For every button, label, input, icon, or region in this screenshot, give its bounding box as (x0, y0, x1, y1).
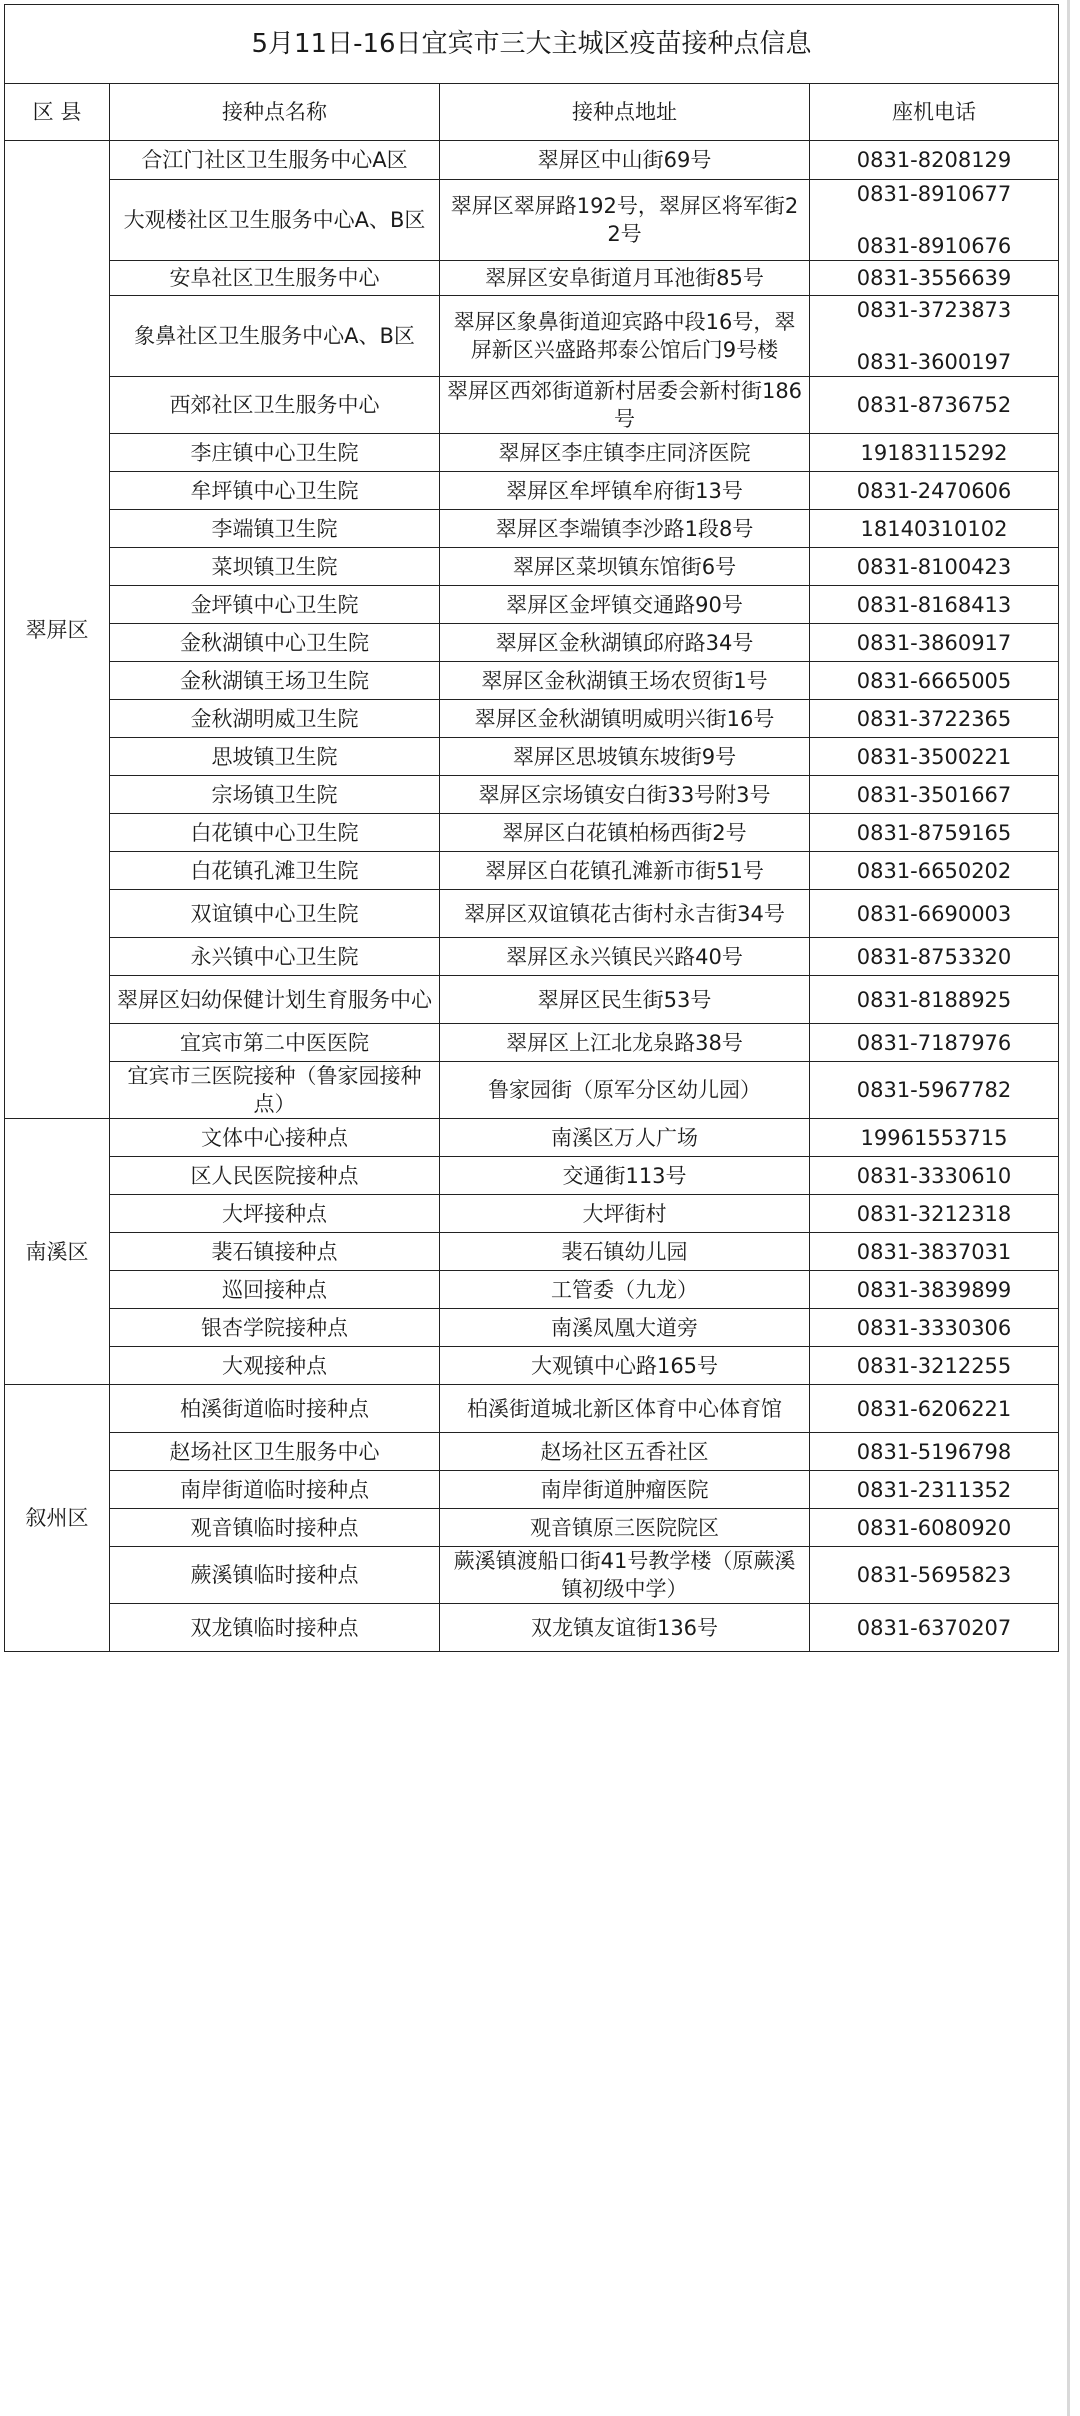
table-row (5, 1385, 1059, 1433)
table-row (5, 180, 1059, 261)
vaccination-table (4, 4, 1059, 1652)
phone-cell (810, 510, 1059, 548)
phone-cell (810, 261, 1059, 296)
phone-cell (810, 1547, 1059, 1604)
phone-number: 0831-5695823 (856, 1563, 1012, 1587)
phone-cell (810, 776, 1059, 814)
phone-cell (810, 472, 1059, 510)
site-address-cell: 翠屏区牟坪镇牟府街13号 (440, 472, 810, 510)
header-site-address: 接种点地址 (440, 84, 810, 141)
table-row (5, 890, 1059, 938)
site-address-cell: 交通街113号 (440, 1157, 810, 1195)
phone-number: 0831-6370207 (856, 1615, 1012, 1640)
site-address-cell: 翠屏区安阜街道月耳池街85号 (440, 261, 810, 296)
phone-gap (816, 208, 1052, 232)
phone-number: 0831-3837031 (856, 1239, 1012, 1264)
phone-cell (810, 1195, 1059, 1233)
phone-cell (810, 662, 1059, 700)
site-name-cell: 宜宾市三医院接种（鲁家园接种点） (110, 1062, 440, 1119)
table-row (5, 586, 1059, 624)
site-name-cell: 白花镇孔滩卫生院 (110, 852, 440, 890)
table-row (5, 700, 1059, 738)
site-name-cell: 南岸街道临时接种点 (110, 1471, 440, 1509)
site-address-cell: 翠屏区上江北龙泉路38号 (440, 1024, 810, 1062)
site-name-cell: 宜宾市第二中医医院 (110, 1024, 440, 1062)
phone-cell (810, 1309, 1059, 1347)
site-address-cell: 大坪街村 (440, 1195, 810, 1233)
site-address-cell: 翠屏区金坪镇交通路90号 (440, 586, 810, 624)
table-row (5, 377, 1059, 434)
phone-number: 0831-6665005 (856, 668, 1012, 693)
site-address-cell: 翠屏区金秋湖镇王场农贸街1号 (440, 662, 810, 700)
header-phone: 座机电话 (810, 84, 1059, 141)
site-address-cell: 赵场社区五香社区 (440, 1433, 810, 1471)
site-address-cell: 翠屏区金秋湖镇明威明兴街16号 (440, 700, 810, 738)
phone-cell (810, 377, 1059, 434)
phone-cell (810, 1471, 1059, 1509)
table-row (5, 472, 1059, 510)
phone-cell (810, 548, 1059, 586)
site-name-cell: 双龙镇临时接种点 (110, 1604, 440, 1652)
site-name-cell: 大观接种点 (110, 1347, 440, 1385)
phone-number: 0831-3212255 (856, 1353, 1012, 1378)
phone-number: 0831-3600197 (856, 350, 1012, 374)
site-name-cell: 观音镇临时接种点 (110, 1509, 440, 1547)
phone-cell (810, 700, 1059, 738)
site-name-cell: 西郊社区卫生服务中心 (110, 377, 440, 434)
site-name-cell: 巡回接种点 (110, 1271, 440, 1309)
site-address-cell: 柏溪街道城北新区体育中心体育馆 (440, 1385, 810, 1433)
site-address-cell: 翠屏区民生街53号 (440, 976, 810, 1024)
phone-cell (810, 738, 1059, 776)
district-cell: 叙州区 (5, 1385, 110, 1652)
site-address-cell: 翠屏区西郊街道新村居委会新村街186号 (440, 377, 810, 434)
site-name-cell: 菜坝镇卫生院 (110, 548, 440, 586)
site-name-cell: 金秋湖镇王场卫生院 (110, 662, 440, 700)
site-address-cell: 工管委（九龙） (440, 1271, 810, 1309)
site-name-cell: 银杏学院接种点 (110, 1309, 440, 1347)
site-name-cell: 大坪接种点 (110, 1195, 440, 1233)
table-row (5, 1062, 1059, 1119)
header-site-name: 接种点名称 (110, 84, 440, 141)
site-address-cell: 观音镇原三医院院区 (440, 1509, 810, 1547)
phone-number: 0831-6650202 (856, 858, 1012, 883)
site-address-cell: 翠屏区中山街69号 (440, 141, 810, 180)
phone-number: 0831-3556639 (856, 266, 1012, 290)
table-row (5, 1509, 1059, 1547)
district-cell: 南溪区 (5, 1119, 110, 1385)
phone-cell (810, 624, 1059, 662)
phone-cell (810, 1385, 1059, 1433)
site-address-cell: 蕨溪镇渡船口街41号教学楼（原蕨溪镇初级中学） (440, 1547, 810, 1604)
phone-number: 0831-8759165 (856, 820, 1012, 845)
district-cell: 翠屏区 (5, 141, 110, 1119)
site-name-cell: 白花镇中心卫生院 (110, 814, 440, 852)
site-address-cell: 翠屏区双谊镇花古街村永吉街34号 (440, 890, 810, 938)
phone-cell (810, 1347, 1059, 1385)
table-row (5, 434, 1059, 472)
phone-number: 0831-8188925 (856, 987, 1012, 1012)
table-row (5, 976, 1059, 1024)
site-address-cell: 裴石镇幼儿园 (440, 1233, 810, 1271)
site-name-cell: 李庄镇中心卫生院 (110, 434, 440, 472)
site-name-cell: 翠屏区妇幼保健计划生育服务中心 (110, 976, 440, 1024)
site-name-cell: 蕨溪镇临时接种点 (110, 1547, 440, 1604)
site-address-cell: 南岸街道肿瘤医院 (440, 1471, 810, 1509)
phone-cell (810, 1271, 1059, 1309)
phone-number: 0831-7187976 (856, 1030, 1012, 1055)
site-address-cell: 翠屏区李端镇李沙路1段8号 (440, 510, 810, 548)
table-row (5, 1233, 1059, 1271)
table-row (5, 662, 1059, 700)
phone-cell (810, 1024, 1059, 1062)
phone-cell (810, 434, 1059, 472)
phone-cell (810, 296, 1059, 377)
site-name-cell: 金秋湖镇中心卫生院 (110, 624, 440, 662)
phone-number: 19961553715 (860, 1125, 1008, 1150)
phone-number: 0831-6080920 (856, 1515, 1012, 1540)
phone-number: 0831-3330610 (856, 1163, 1012, 1188)
phone-number: 0831-2470606 (856, 478, 1012, 503)
site-address-cell: 南溪凤凰大道旁 (440, 1309, 810, 1347)
page-edge-line (1067, 0, 1070, 2416)
site-address-cell: 翠屏区金秋湖镇邱府路34号 (440, 624, 810, 662)
phone-number: 0831-8753320 (856, 944, 1012, 969)
phone-cell (810, 1119, 1059, 1157)
site-address-cell: 翠屏区白花镇孔滩新市街51号 (440, 852, 810, 890)
site-name-cell: 赵场社区卫生服务中心 (110, 1433, 440, 1471)
phone-number: 0831-8910676 (856, 234, 1012, 258)
phone-number: 19183115292 (860, 440, 1008, 465)
table-row (5, 1347, 1059, 1385)
table-row (5, 510, 1059, 548)
phone-cell (810, 180, 1059, 261)
table-row (5, 141, 1059, 180)
phone-number: 0831-3839899 (856, 1277, 1012, 1302)
site-address-cell: 双龙镇友谊街136号 (440, 1604, 810, 1652)
phone-number: 0831-8736752 (856, 393, 1012, 417)
site-name-cell: 文体中心接种点 (110, 1119, 440, 1157)
phone-number: 0831-8168413 (856, 592, 1012, 617)
phone-cell (810, 1433, 1059, 1471)
phone-number: 0831-8208129 (856, 148, 1012, 172)
phone-cell (810, 890, 1059, 938)
site-name-cell: 永兴镇中心卫生院 (110, 938, 440, 976)
phone-cell (810, 1604, 1059, 1652)
table-row (5, 1271, 1059, 1309)
site-address-cell: 南溪区万人广场 (440, 1119, 810, 1157)
phone-cell (810, 1509, 1059, 1547)
table-row (5, 814, 1059, 852)
header-district: 区 县 (5, 84, 110, 141)
site-name-cell: 金秋湖明威卫生院 (110, 700, 440, 738)
site-address-cell: 大观镇中心路165号 (440, 1347, 810, 1385)
site-name-cell: 李端镇卫生院 (110, 510, 440, 548)
table-row (5, 1604, 1059, 1652)
site-address-cell: 翠屏区白花镇柏杨西街2号 (440, 814, 810, 852)
phone-number: 0831-5196798 (856, 1439, 1012, 1464)
table-row (5, 548, 1059, 586)
phone-number: 0831-8100423 (856, 554, 1012, 579)
table-row (5, 261, 1059, 296)
site-address-cell: 鲁家园街（原军分区幼儿园） (440, 1062, 810, 1119)
table-row (5, 1195, 1059, 1233)
site-address-cell: 翠屏区思坡镇东坡街9号 (440, 738, 810, 776)
site-name-cell: 思坡镇卫生院 (110, 738, 440, 776)
site-address-cell: 翠屏区象鼻街道迎宾路中段16号，翠屏新区兴盛路邦泰公馆后门9号楼 (440, 296, 810, 377)
site-address-cell: 翠屏区永兴镇民兴路40号 (440, 938, 810, 976)
phone-cell (810, 852, 1059, 890)
phone-cell (810, 938, 1059, 976)
site-name-cell: 象鼻社区卫生服务中心A、B区 (110, 296, 440, 377)
phone-cell (810, 976, 1059, 1024)
phone-cell (810, 1157, 1059, 1195)
phone-number: 0831-3500221 (856, 744, 1012, 769)
table-title: 5月11日-16日宜宾市三大主城区疫苗接种点信息 (5, 5, 1059, 84)
phone-number: 0831-5967782 (856, 1078, 1012, 1102)
phone-cell (810, 814, 1059, 852)
phone-number: 0831-3860917 (856, 630, 1012, 655)
phone-number: 0831-6690003 (856, 901, 1012, 926)
phone-number: 0831-3330306 (856, 1315, 1012, 1340)
site-name-cell: 牟坪镇中心卫生院 (110, 472, 440, 510)
table-row (5, 852, 1059, 890)
site-address-cell: 翠屏区宗场镇安白街33号附3号 (440, 776, 810, 814)
table-row (5, 776, 1059, 814)
phone-number: 0831-3723873 (856, 298, 1012, 322)
site-address-cell: 翠屏区菜坝镇东馆街6号 (440, 548, 810, 586)
vaccination-sites-sheet (4, 4, 1058, 2389)
phone-number: 0831-3501667 (856, 782, 1012, 807)
phone-gap (816, 324, 1052, 348)
table-row (5, 1471, 1059, 1509)
site-name-cell: 大观楼社区卫生服务中心A、B区 (110, 180, 440, 261)
site-name-cell: 裴石镇接种点 (110, 1233, 440, 1271)
phone-number: 0831-8910677 (856, 182, 1012, 206)
table-row (5, 738, 1059, 776)
phone-number: 0831-2311352 (856, 1477, 1012, 1502)
site-name-cell: 合江门社区卫生服务中心A区 (110, 141, 440, 180)
table-row (5, 1433, 1059, 1471)
site-name-cell: 柏溪街道临时接种点 (110, 1385, 440, 1433)
phone-cell (810, 141, 1059, 180)
phone-cell (810, 1062, 1059, 1119)
table-row (5, 1157, 1059, 1195)
table-row (5, 624, 1059, 662)
table-row (5, 296, 1059, 377)
table-row (5, 1024, 1059, 1062)
table-row (5, 1309, 1059, 1347)
phone-number: 0831-3722365 (856, 706, 1012, 731)
table-row (5, 1547, 1059, 1604)
site-name-cell: 区人民医院接种点 (110, 1157, 440, 1195)
site-address-cell: 翠屏区翠屏路192号，翠屏区将军街22号 (440, 180, 810, 261)
table-row (5, 1119, 1059, 1157)
phone-number: 0831-3212318 (856, 1201, 1012, 1226)
site-name-cell: 金坪镇中心卫生院 (110, 586, 440, 624)
phone-number: 18140310102 (860, 516, 1008, 541)
site-name-cell: 双谊镇中心卫生院 (110, 890, 440, 938)
phone-number: 0831-6206221 (856, 1396, 1012, 1421)
phone-cell (810, 1233, 1059, 1271)
table-row (5, 938, 1059, 976)
phone-cell (810, 586, 1059, 624)
site-name-cell: 宗场镇卫生院 (110, 776, 440, 814)
site-name-cell: 安阜社区卫生服务中心 (110, 261, 440, 296)
table-body (5, 141, 1059, 1652)
site-address-cell: 翠屏区李庄镇李庄同济医院 (440, 434, 810, 472)
